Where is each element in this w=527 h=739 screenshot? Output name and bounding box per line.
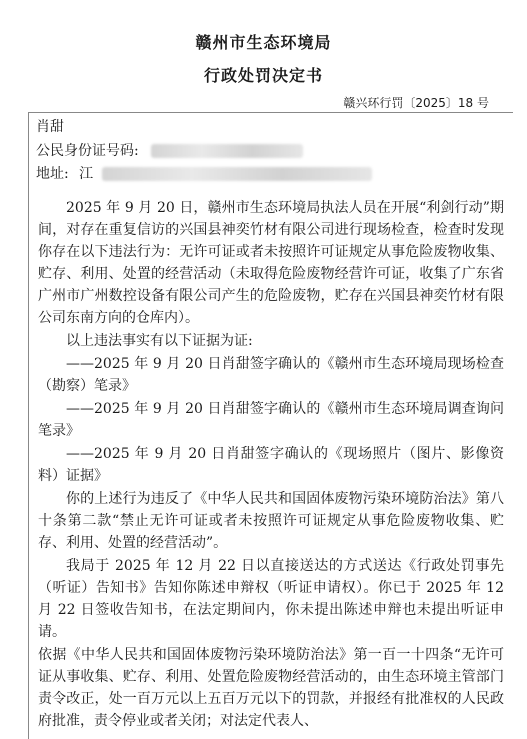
evidence-item-2: ——2025 年 9 月 20 日肖甜签字确认的《赣州市生态环境局调查询问笔录》 bbox=[38, 401, 504, 439]
evidence-item-1: ——2025 年 9 月 20 日肖甜签字确认的《赣州市生态环境局现场检查（勘察）笔录》 bbox=[38, 356, 504, 394]
party-address-row bbox=[36, 163, 372, 183]
document-body bbox=[38, 197, 504, 733]
redacted-id-number bbox=[151, 144, 303, 158]
party-id-row bbox=[36, 140, 303, 160]
redacted-address bbox=[102, 167, 372, 181]
notice-paragraph: 我局于 2025 年 12 月 22 日以直接送达的方式送达《行政处罚事先（听证）告知书》告知你陈述申辩权（听证申请权）。你已于 2025 年 12 月 22 日签收告知书，在法定期间内，你未提出陈述申辩也未提出听证申请。 bbox=[38, 558, 504, 640]
party-name: 肖甜 bbox=[36, 119, 64, 135]
agency-title: 赣州市生态环境局 bbox=[195, 33, 332, 52]
party-id-label: 公民身份证号码: bbox=[36, 143, 139, 159]
document-number: 赣兴环行罚〔2025〕18 号 bbox=[343, 96, 489, 110]
facts-paragraph: 2025 年 9 月 20 日，赣州市生态环境局执法人员在开展“利剑行动”期间，对存在重复信访的兴国县神奕竹材有限公司进行现场检查，检查时发现你存在以下违法行为：无许可证或者未按照许可证规定从事危险废物收集、贮存、利用、处置的经营活动（未取得危险废物经营许可证，收集了广东省广州市广州数控设备有限公司产生的危险废物，贮存在兴国县神奕竹材有限公司东南方向的仓库内）。 bbox=[38, 200, 504, 326]
party-address-prefix: 江 bbox=[79, 166, 94, 182]
violation-paragraph: 你的上述行为违反了《中华人民共和国固体废物污染环境防治法》第八十条第二款“禁止无许可证或者未按照许可证规定从事危险废物收集、贮存、利用、处置的经营活动”。 bbox=[38, 491, 504, 551]
document-type-title: 行政处罚决定书 bbox=[203, 66, 323, 85]
party-address-label: 地址: bbox=[36, 166, 69, 182]
legal-basis-paragraph: 依据《中华人民共和国固体废物污染环境防治法》第一百一十四条“无许可证从事收集、贮存、利用、处置危险废物经营活动的，由生态环境主管部门责令改正，处一百万元以上五百万元以下的罚款，并报经有批准权的人民政府批准，责令停业或者关闭；对法定代表人、 bbox=[38, 647, 504, 729]
evidence-intro: 以上违法事实有以下证据为证: bbox=[66, 333, 253, 349]
document-header bbox=[0, 30, 527, 86]
evidence-item-3: ——2025 年 9 月 20 日肖甜签字确认的《现场照片（图片、影像资料）证据》 bbox=[38, 446, 504, 484]
